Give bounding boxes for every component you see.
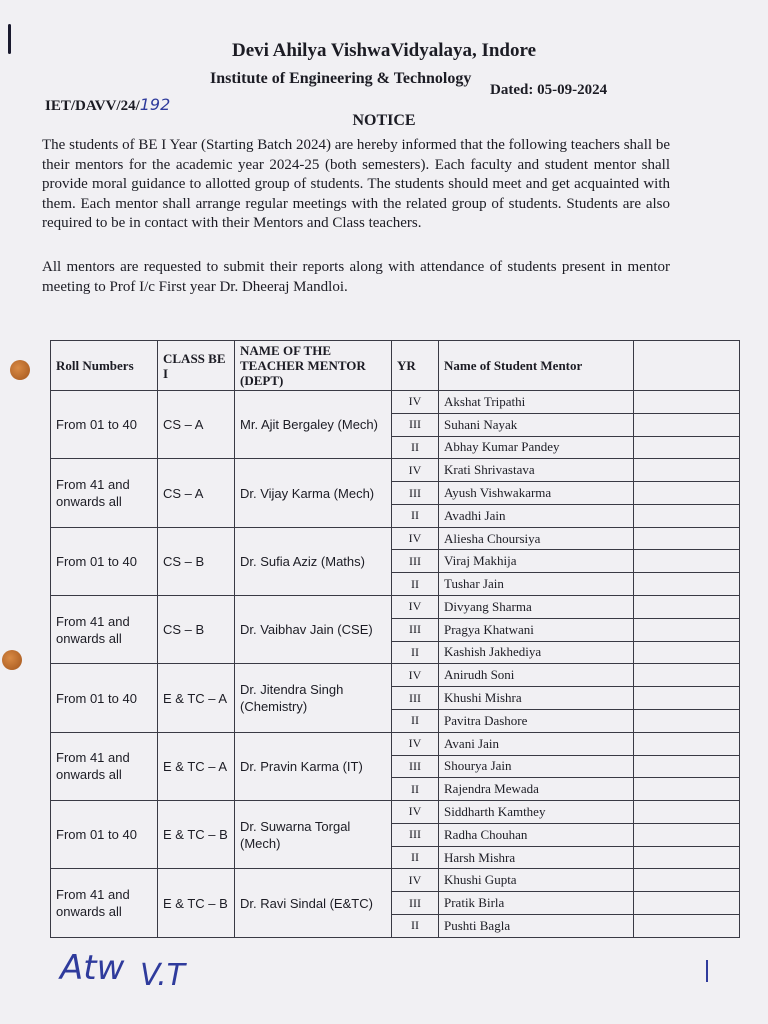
student-mentor-name: Shourya Jain bbox=[439, 755, 634, 778]
blank-cell bbox=[634, 550, 740, 573]
blank-cell bbox=[634, 504, 740, 527]
blank-cell bbox=[634, 573, 740, 596]
student-year: II bbox=[392, 504, 439, 527]
student-year: IV bbox=[392, 527, 439, 550]
student-mentor-name: Avadhi Jain bbox=[439, 504, 634, 527]
roll-range: From 41 and onwards all bbox=[51, 732, 158, 800]
student-mentor-name: Pushti Bagla bbox=[439, 914, 634, 937]
student-year: III bbox=[392, 892, 439, 915]
student-year: II bbox=[392, 846, 439, 869]
table-row bbox=[51, 664, 740, 687]
student-year: IV bbox=[392, 732, 439, 755]
student-year: II bbox=[392, 641, 439, 664]
blank-cell bbox=[634, 914, 740, 937]
teacher-mentor-name: Dr. Vaibhav Jain (CSE) bbox=[235, 596, 392, 664]
roll-range: From 01 to 40 bbox=[51, 664, 158, 732]
student-mentor-name: Khushi Mishra bbox=[439, 687, 634, 710]
table-row bbox=[51, 596, 740, 619]
table-row bbox=[51, 801, 740, 824]
blank-cell bbox=[634, 687, 740, 710]
student-mentor-name: Ayush Vishwakarma bbox=[439, 482, 634, 505]
student-mentor-name: Pratik Birla bbox=[439, 892, 634, 915]
blank-cell bbox=[634, 664, 740, 687]
table-row bbox=[51, 869, 740, 892]
notice-paragraph-1: The students of BE I Year (Starting Batch 2024) are hereby informed that the following teachers shall be their mentors for the academic year 2024-25 (both semesters). Each faculty and student mentor shall provide moral guidance to allotted group of students. The students should meet and get acquainted with them. Each mentor shall arrange regular meetings with the related group of students. Students are also required to be in contact with their Mentors and Class teachers. bbox=[42, 137, 670, 231]
table-row bbox=[51, 459, 740, 482]
blank-cell bbox=[634, 801, 740, 824]
handwritten-signature-1: Atw bbox=[60, 948, 125, 988]
table-row bbox=[51, 732, 740, 755]
student-mentor-name: Rajendra Mewada bbox=[439, 778, 634, 801]
blank-cell bbox=[634, 482, 740, 505]
class-section: CS – A bbox=[158, 391, 235, 459]
blank-cell bbox=[634, 755, 740, 778]
blank-cell bbox=[634, 527, 740, 550]
class-section: CS – B bbox=[158, 527, 235, 595]
student-mentor-name: Pavitra Dashore bbox=[439, 709, 634, 732]
student-mentor-name: Aliesha Choursiya bbox=[439, 527, 634, 550]
punch-hole-bottom bbox=[2, 650, 22, 670]
blank-cell bbox=[634, 732, 740, 755]
table-row bbox=[51, 391, 740, 414]
student-mentor-name: Divyang Sharma bbox=[439, 596, 634, 619]
student-year: IV bbox=[392, 391, 439, 414]
class-section: CS – A bbox=[158, 459, 235, 527]
teacher-mentor-name: Dr. Vijay Karma (Mech) bbox=[235, 459, 392, 527]
student-year: III bbox=[392, 550, 439, 573]
student-mentor-name: Avani Jain bbox=[439, 732, 634, 755]
blank-cell bbox=[634, 778, 740, 801]
institute-name: Institute of Engineering & Technology bbox=[210, 70, 472, 87]
student-year: IV bbox=[392, 459, 439, 482]
student-mentor-name: Khushi Gupta bbox=[439, 869, 634, 892]
class-section: E & TC – A bbox=[158, 732, 235, 800]
teacher-mentor-name: Dr. Pravin Karma (IT) bbox=[235, 732, 392, 800]
student-year: II bbox=[392, 573, 439, 596]
teacher-mentor-name: Dr. Ravi Sindal (E&TC) bbox=[235, 869, 392, 938]
roll-range: From 01 to 40 bbox=[51, 527, 158, 595]
header-year: YR bbox=[392, 341, 439, 391]
student-mentor-name: Siddharth Kamthey bbox=[439, 801, 634, 824]
punch-hole-top bbox=[10, 360, 30, 380]
student-mentor-name: Harsh Mishra bbox=[439, 846, 634, 869]
teacher-mentor-name: Dr. Suwarna Torgal (Mech) bbox=[235, 801, 392, 869]
blank-cell bbox=[634, 709, 740, 732]
class-section: E & TC – A bbox=[158, 664, 235, 732]
student-year: III bbox=[392, 755, 439, 778]
notice-paragraph-2: All mentors are requested to submit their reports along with attendance of students present in mentor meeting to Prof I/c First year Dr. Dheeraj Mandloi. bbox=[42, 259, 670, 295]
blank-cell bbox=[634, 459, 740, 482]
blank-cell bbox=[634, 391, 740, 414]
notice-title: NOTICE bbox=[352, 112, 416, 129]
student-year: II bbox=[392, 914, 439, 937]
student-mentor-name: Pragya Khatwani bbox=[439, 618, 634, 641]
student-year: III bbox=[392, 413, 439, 436]
university-name: Devi Ahilya VishwaVidyalaya, Indore bbox=[231, 40, 537, 61]
class-section: E & TC – B bbox=[158, 801, 235, 869]
blank-cell bbox=[634, 596, 740, 619]
student-year: III bbox=[392, 618, 439, 641]
reference-prefix: IET/DAVV/24/ bbox=[45, 98, 140, 114]
student-mentor-name: Kashish Jakhediya bbox=[439, 641, 634, 664]
student-mentor-name: Viraj Makhija bbox=[439, 550, 634, 573]
student-mentor-name: Abhay Kumar Pandey bbox=[439, 436, 634, 459]
blank-cell bbox=[634, 641, 740, 664]
student-year: IV bbox=[392, 664, 439, 687]
roll-range: From 01 to 40 bbox=[51, 391, 158, 459]
student-year: IV bbox=[392, 801, 439, 824]
handwritten-page-mark bbox=[706, 960, 708, 982]
blank-cell bbox=[634, 823, 740, 846]
student-year: III bbox=[392, 687, 439, 710]
header-roll-numbers: Roll Numbers bbox=[51, 341, 158, 391]
blank-cell bbox=[634, 846, 740, 869]
notice-date: Dated: 05-09-2024 bbox=[490, 82, 608, 98]
header-blank-column bbox=[634, 341, 740, 391]
roll-range: From 41 and onwards all bbox=[51, 869, 158, 938]
class-section: CS – B bbox=[158, 596, 235, 664]
blank-cell bbox=[634, 892, 740, 915]
student-mentor-name: Anirudh Soni bbox=[439, 664, 634, 687]
blank-cell bbox=[634, 413, 740, 436]
student-year: III bbox=[392, 823, 439, 846]
blank-cell bbox=[634, 869, 740, 892]
teacher-mentor-name: Mr. Ajit Bergaley (Mech) bbox=[235, 391, 392, 459]
student-year: II bbox=[392, 436, 439, 459]
roll-range: From 41 and onwards all bbox=[51, 459, 158, 527]
table-row bbox=[51, 527, 740, 550]
student-mentor-name: Tushar Jain bbox=[439, 573, 634, 596]
blank-cell bbox=[634, 618, 740, 641]
reference-handwritten-number: 192 bbox=[139, 95, 171, 114]
student-year: III bbox=[392, 482, 439, 505]
roll-range: From 01 to 40 bbox=[51, 801, 158, 869]
student-year: IV bbox=[392, 596, 439, 619]
teacher-mentor-name: Dr. Sufia Aziz (Maths) bbox=[235, 527, 392, 595]
mentor-allocation-table bbox=[50, 340, 740, 938]
class-section: E & TC – B bbox=[158, 869, 235, 938]
header-student-mentor: Name of Student Mentor bbox=[439, 341, 634, 391]
student-year: IV bbox=[392, 869, 439, 892]
teacher-mentor-name: Dr. Jitendra Singh (Chemistry) bbox=[235, 664, 392, 732]
roll-range: From 41 and onwards all bbox=[51, 596, 158, 664]
student-mentor-name: Krati Shrivastava bbox=[439, 459, 634, 482]
header-class: CLASS BE I bbox=[158, 341, 235, 391]
student-mentor-name: Radha Chouhan bbox=[439, 823, 634, 846]
blank-cell bbox=[634, 436, 740, 459]
header-teacher-mentor: NAME OF THE TEACHER MENTOR (DEPT) bbox=[235, 341, 392, 391]
student-mentor-name: Suhani Nayak bbox=[439, 413, 634, 436]
student-mentor-name: Akshat Tripathi bbox=[439, 391, 634, 414]
student-year: II bbox=[392, 778, 439, 801]
table-header-row bbox=[51, 341, 740, 391]
handwritten-initials: V.T bbox=[140, 958, 185, 993]
student-year: II bbox=[392, 709, 439, 732]
